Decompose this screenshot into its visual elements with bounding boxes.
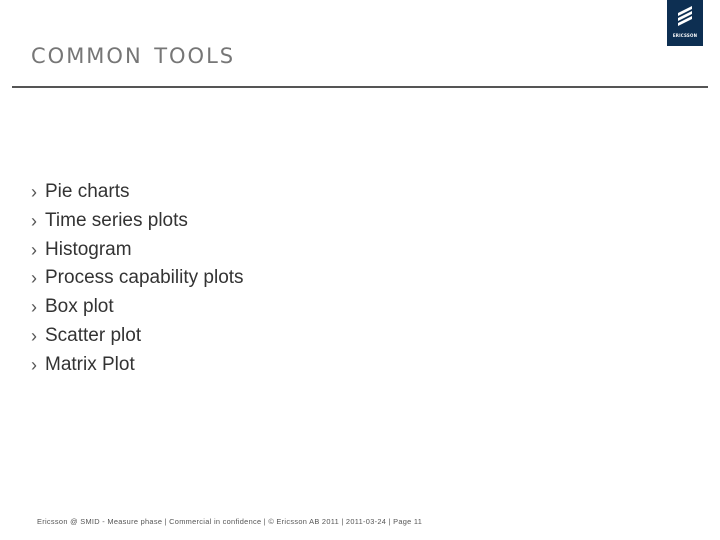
list-item-label: Scatter plot xyxy=(45,324,142,346)
logo-wordmark: ERICSSON xyxy=(672,33,698,38)
chevron-right-icon: › xyxy=(31,325,37,346)
list-item xyxy=(31,322,244,351)
chevron-right-icon: › xyxy=(31,210,37,231)
list-item-label: Histogram xyxy=(45,238,132,260)
list-item-label: Pie charts xyxy=(45,181,130,202)
list-item xyxy=(31,236,244,265)
list-item xyxy=(31,351,244,380)
title-divider xyxy=(12,86,708,88)
list-item-label: Matrix Plot xyxy=(45,353,135,375)
chevron-right-icon: › xyxy=(31,268,37,289)
chevron-right-icon: › xyxy=(31,354,37,375)
list-item-label: Box plot xyxy=(45,296,114,318)
list-item xyxy=(31,178,244,207)
slide-title: common tools xyxy=(31,36,236,71)
list-item-label: Time series plots xyxy=(45,209,188,231)
chevron-right-icon: › xyxy=(31,297,37,318)
chevron-right-icon: › xyxy=(31,182,37,202)
chevron-right-icon: › xyxy=(31,239,37,260)
list-item-label: Process capability plots xyxy=(45,267,244,289)
ericsson-logo-icon xyxy=(667,0,703,32)
list-item xyxy=(31,293,244,322)
ericsson-logo xyxy=(667,0,703,46)
list-item xyxy=(31,264,244,293)
list-item xyxy=(31,207,244,236)
bullet-list xyxy=(31,178,244,380)
footer: Ericsson @ SMID - Measure phase | Commercial in confidence | © Ericsson AB 2011 | 2011-03-24 | Page 11 xyxy=(37,517,423,526)
